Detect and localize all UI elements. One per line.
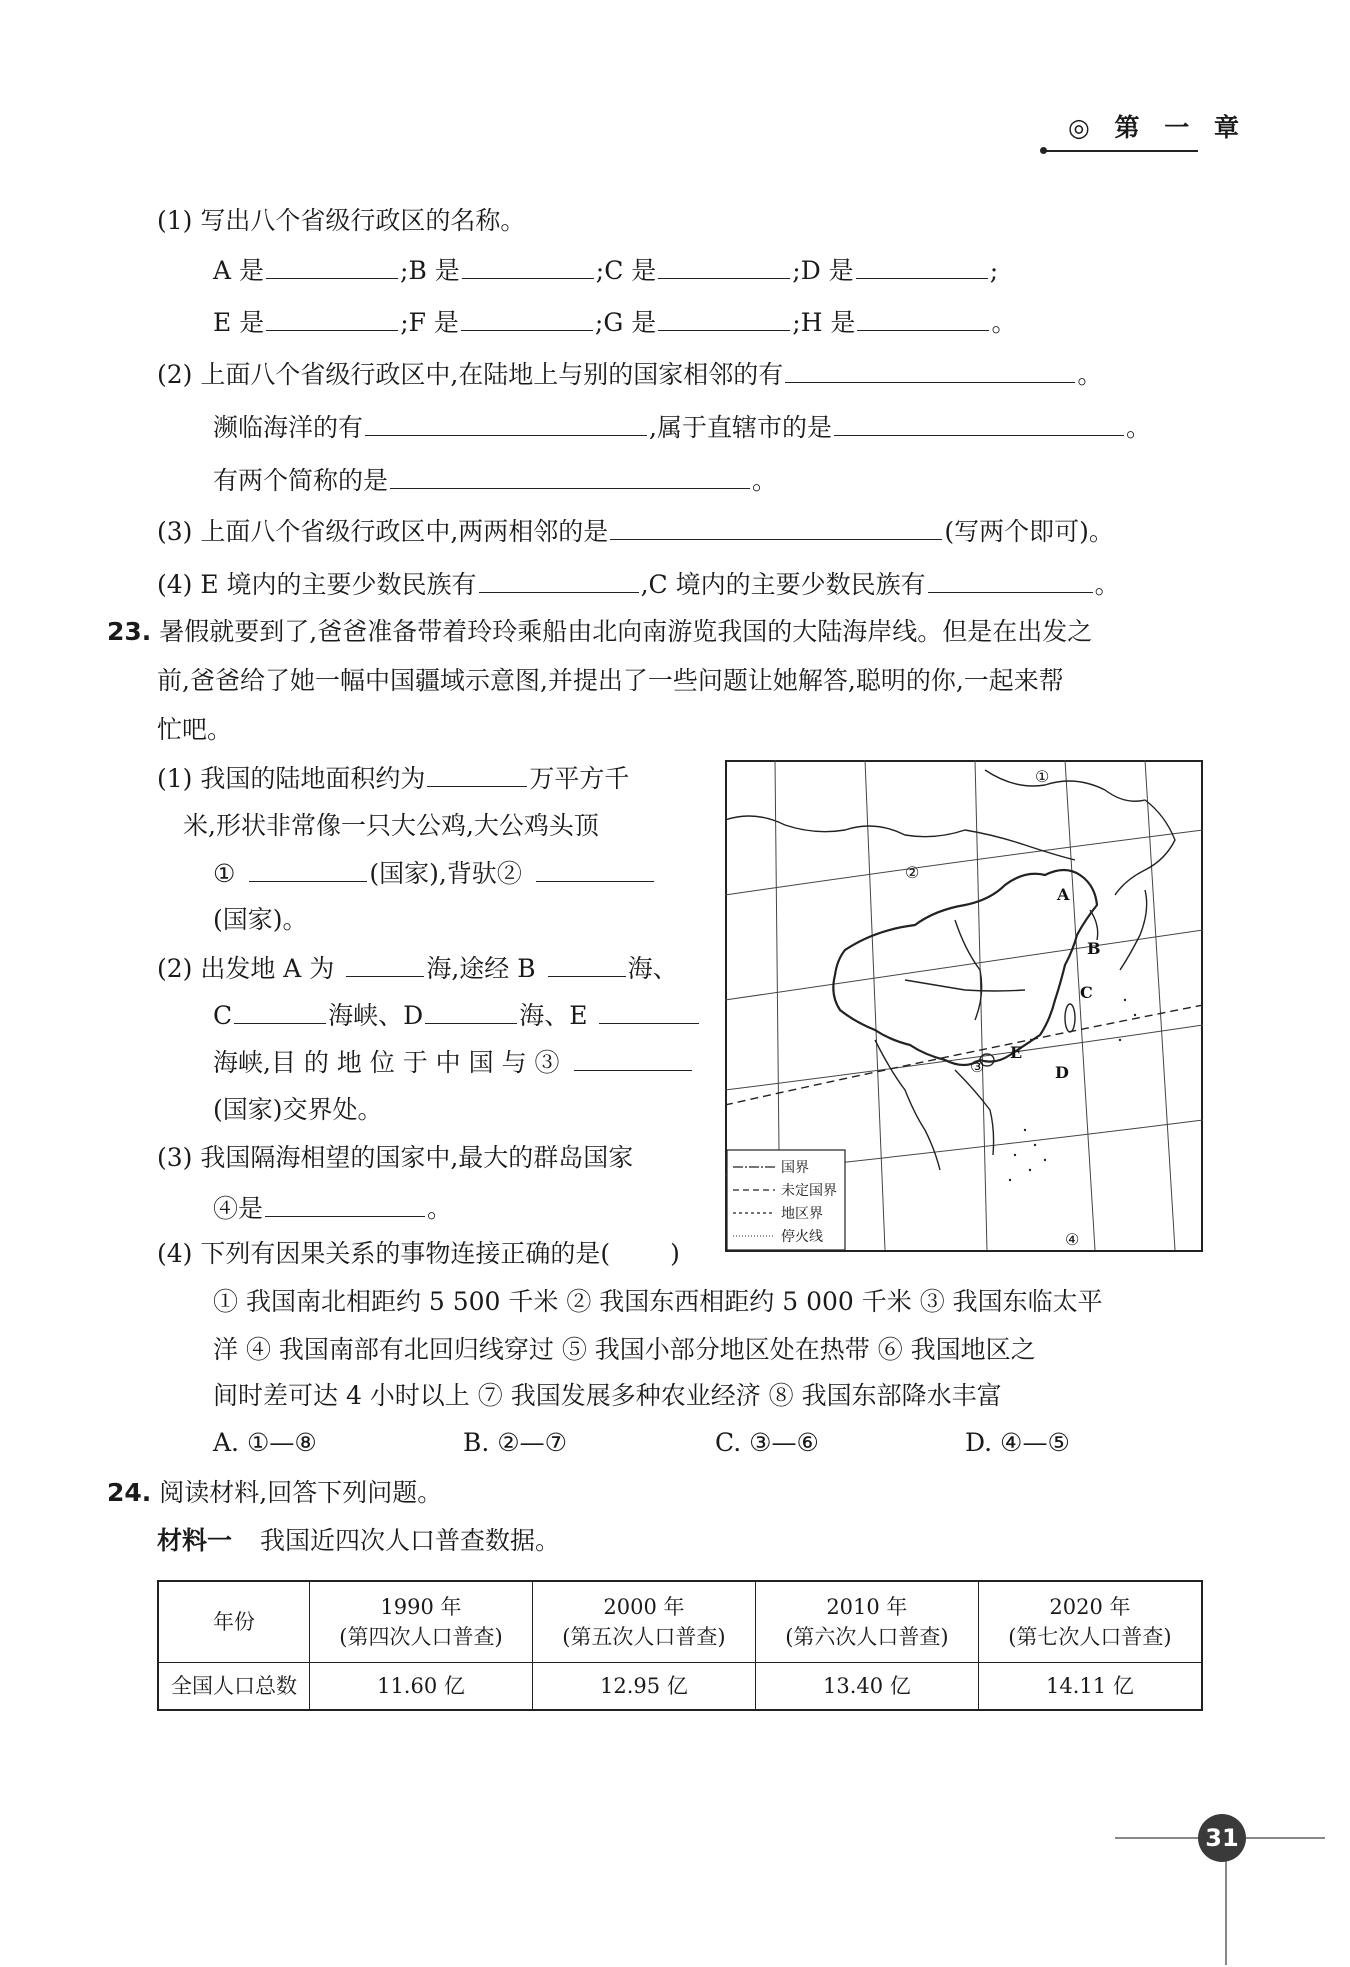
answer-blank-d[interactable] — [856, 252, 988, 279]
census-name: (第五次人口普查) — [562, 1625, 726, 1649]
q22-part2-text: (2) 上面八个省级行政区中,在陆地上与别的国家相邻的有 — [157, 360, 784, 389]
q23-part2-line4: (国家)交界处。 — [213, 1095, 383, 1124]
coastal-label: 濒临海洋的有 — [213, 413, 364, 442]
table-cell: 13.40 亿 — [755, 1663, 978, 1711]
q23-intro-line2: 前,爸爸给了她一幅中国疆域示意图,并提出了一些问题让她解答,聪明的你,一起来帮 — [157, 666, 1064, 695]
census-name: (第四次人口普查) — [339, 1625, 503, 1649]
punct: (写两个即可)。 — [944, 517, 1114, 546]
map-label-3: ③ — [970, 1057, 985, 1076]
answer-blank-sea-d[interactable] — [425, 997, 517, 1024]
answer-blank-adjacent[interactable] — [610, 513, 942, 540]
legend-border: 国界 — [781, 1160, 809, 1176]
legend-region: 地区界 — [781, 1206, 823, 1222]
map-label-1: ① — [1035, 767, 1050, 786]
c-label: C — [213, 1001, 233, 1030]
q23-part1-line2: 米,形状非常像一只大公鸡,大公鸡头顶 — [183, 811, 599, 840]
census-table — [157, 1580, 1203, 1711]
answer-blank-h[interactable] — [857, 304, 989, 331]
map-label-2: ② — [905, 863, 920, 882]
label-f: ;F 是 — [400, 308, 459, 337]
q23-part1-line3 — [213, 855, 656, 892]
map-legend — [727, 1150, 845, 1250]
option-a[interactable]: A. ①—⑧ — [213, 1428, 317, 1457]
answer-blank-c[interactable] — [658, 252, 790, 279]
option-c[interactable]: C. ③—⑥ — [715, 1428, 819, 1457]
q23-part2-line1 — [157, 950, 678, 987]
label-a: A 是 — [213, 256, 265, 285]
q23-intro-line3: 忙吧。 — [157, 715, 233, 744]
table-cell: 14.11 亿 — [978, 1663, 1202, 1711]
punct: ) — [670, 1239, 680, 1268]
municipality-label: ,属于直辖市的是 — [649, 413, 832, 442]
answer-blank-border-provinces[interactable] — [785, 356, 1075, 383]
chapter-symbol: ◎ — [1068, 113, 1098, 142]
legend-ceasefire: 停火线 — [781, 1229, 823, 1245]
year: 2010 年 — [826, 1595, 908, 1619]
census-name: (第七次人口普查) — [1008, 1625, 1172, 1649]
sea-label: 海、 — [627, 954, 678, 983]
q22-part2-line2 — [213, 409, 1151, 446]
table-row — [158, 1581, 1202, 1663]
page-number: 31 — [1205, 1824, 1239, 1852]
header-rule-dot — [1040, 147, 1047, 154]
row-end-punct: 。 — [991, 308, 1017, 337]
footer-vrule — [1225, 1850, 1227, 1965]
start-a-label: (2) 出发地 A 为 — [157, 954, 335, 983]
q23-part1-line4: (国家)。 — [213, 905, 308, 934]
table-header-cell — [978, 1581, 1202, 1663]
q23-part1-line1 — [157, 760, 629, 797]
q22-part4 — [157, 566, 1120, 603]
destination-label: 海峡,目 的 地 位 于 中 国 与 ③ — [213, 1048, 560, 1077]
answer-blank-a[interactable] — [266, 252, 398, 279]
country-2-label: (国家),背驮② — [369, 859, 522, 888]
land-area-unit: 万平方千 — [529, 764, 630, 793]
map-label-a: A — [1057, 885, 1070, 904]
table-header-cell — [310, 1581, 533, 1663]
table-row — [158, 1663, 1202, 1711]
header-rule — [1043, 150, 1198, 152]
answer-blank-coastal[interactable] — [365, 409, 647, 436]
page-number-badge — [1198, 1814, 1246, 1862]
q23-part2-line3 — [213, 1044, 694, 1081]
label-c: ;C 是 — [595, 256, 657, 285]
causal-question: (4) 下列有因果关系的事物连接正确的是( — [157, 1239, 611, 1268]
answer-blank-sea-b[interactable] — [548, 950, 626, 977]
china-territory-map — [725, 760, 1203, 1252]
label-d: ;D 是 — [792, 256, 854, 285]
answer-blank-country-3[interactable] — [574, 1044, 692, 1071]
q24-intro — [107, 1475, 442, 1511]
punct: 。 — [427, 1194, 453, 1223]
q23-part3-line2 — [213, 1190, 452, 1227]
answer-blank-sea-a[interactable] — [346, 950, 424, 977]
q23-part4-line1 — [157, 1236, 680, 1272]
land-area-label: (1) 我国的陆地面积约为 — [157, 764, 426, 793]
punct: 。 — [1125, 413, 1151, 442]
q23-part4-line3: 洋 ④ 我国南部有北回归线穿过 ⑤ 我国小部分地区处在热带 ⑥ 我国地区之 — [213, 1335, 1036, 1364]
q23-intro-text: 暑假就要到了,爸爸准备带着玲玲乘船由北向南游览我国的大陆海岸线。但是在出发之 — [159, 617, 1093, 646]
map-label-e: E — [1010, 1043, 1023, 1062]
table-header-cell — [755, 1581, 978, 1663]
answer-blank-land-area[interactable] — [427, 760, 527, 787]
q22-part4-text-c: ,C 境内的主要少数民族有 — [640, 570, 926, 599]
map-label-d: D — [1055, 1063, 1069, 1082]
answer-blank-c-minority[interactable] — [928, 566, 1093, 593]
table-cell: 12.95 亿 — [532, 1663, 755, 1711]
legend-undetermined: 未定国界 — [781, 1183, 837, 1199]
answer-blank-b[interactable] — [462, 252, 594, 279]
q22-part1-row1 — [213, 252, 998, 289]
row-end-punct: ; — [989, 256, 999, 285]
q22-part1-row2 — [213, 304, 1016, 341]
answer-blank-f[interactable] — [461, 304, 593, 331]
label-h: ;H 是 — [792, 308, 856, 337]
q24-material-one — [157, 1523, 560, 1559]
year: 2000 年 — [603, 1595, 685, 1619]
row-header: 年份 — [158, 1581, 310, 1663]
map-label-c: C — [1080, 983, 1093, 1002]
q22-part4-text-e: (4) E 境内的主要少数民族有 — [157, 570, 477, 599]
q23-part2-line2 — [213, 997, 701, 1034]
circle-1: ① — [213, 859, 236, 888]
option-d[interactable]: D. ④—⑤ — [965, 1428, 1070, 1457]
answer-blank-e-minority[interactable] — [479, 566, 639, 593]
answer-blank-archipelago[interactable] — [265, 1190, 425, 1217]
map-label-4: ④ — [1065, 1230, 1080, 1249]
punct: 。 — [1077, 360, 1103, 389]
data-label: 全国人口总数 — [158, 1663, 310, 1711]
answer-blank-two-abbrev[interactable] — [390, 462, 750, 489]
material-label: 材料一 — [157, 1526, 233, 1555]
d-label: 海峡、D — [328, 1001, 424, 1030]
year: 2020 年 — [1049, 1595, 1131, 1619]
answer-blank-e[interactable] — [266, 304, 398, 331]
q23-part3-line1: (3) 我国隔海相望的国家中,最大的群岛国家 — [157, 1143, 634, 1172]
label-g: ;G 是 — [594, 308, 657, 337]
via-b-label: 海,途经 B — [426, 954, 536, 983]
answer-blank-g[interactable] — [658, 304, 790, 331]
table-header-cell — [532, 1581, 755, 1663]
q23-intro-line1 — [107, 614, 1092, 650]
map-label-b: B — [1087, 939, 1101, 958]
q22-part3 — [157, 513, 1114, 550]
year: 1990 年 — [380, 1595, 462, 1619]
punct: 。 — [752, 466, 778, 495]
census-name: (第六次人口普查) — [785, 1625, 949, 1649]
label-b: ;B 是 — [400, 256, 460, 285]
table-cell: 11.60 亿 — [310, 1663, 533, 1711]
punct: 。 — [1094, 570, 1120, 599]
answer-blank-country-1[interactable] — [249, 855, 367, 882]
q23-part4-line2: ① 我国南北相距约 5 500 千米 ② 我国东西相距约 5 000 千米 ③ 我国东临太平 — [213, 1287, 1103, 1316]
q23-part4-line4: 间时差可达 4 小时以上 ⑦ 我国发展多种农业经济 ⑧ 我国东部降水丰富 — [213, 1381, 1002, 1410]
archipelago-label: ④是 — [213, 1194, 264, 1223]
label-e: E 是 — [213, 308, 265, 337]
question-number: 24. — [107, 1478, 152, 1507]
q24-intro-text: 阅读材料,回答下列问题。 — [159, 1478, 443, 1507]
chapter-title: 第 一 章 — [1114, 113, 1247, 142]
chapter-header — [1068, 108, 1247, 144]
e-label: 海、E — [519, 1001, 588, 1030]
material-text: 我国近四次人口普查数据。 — [259, 1526, 560, 1555]
q22-part2-line3 — [213, 462, 777, 499]
answer-blank-strait-c[interactable] — [234, 997, 326, 1024]
two-abbrev-label: 有两个简称的是 — [213, 466, 389, 495]
answer-blank-strait-e[interactable] — [599, 997, 699, 1024]
q22-part3-text: (3) 上面八个省级行政区中,两两相邻的是 — [157, 517, 609, 546]
q22-part2-line1 — [157, 356, 1102, 393]
q22-part1-title: (1) 写出八个省级行政区的名称。 — [157, 206, 526, 235]
question-number: 23. — [107, 617, 152, 646]
option-b[interactable]: B. ②—⑦ — [463, 1428, 568, 1457]
answer-blank-country-2[interactable] — [536, 855, 654, 882]
answer-blank-municipality[interactable] — [834, 409, 1124, 436]
